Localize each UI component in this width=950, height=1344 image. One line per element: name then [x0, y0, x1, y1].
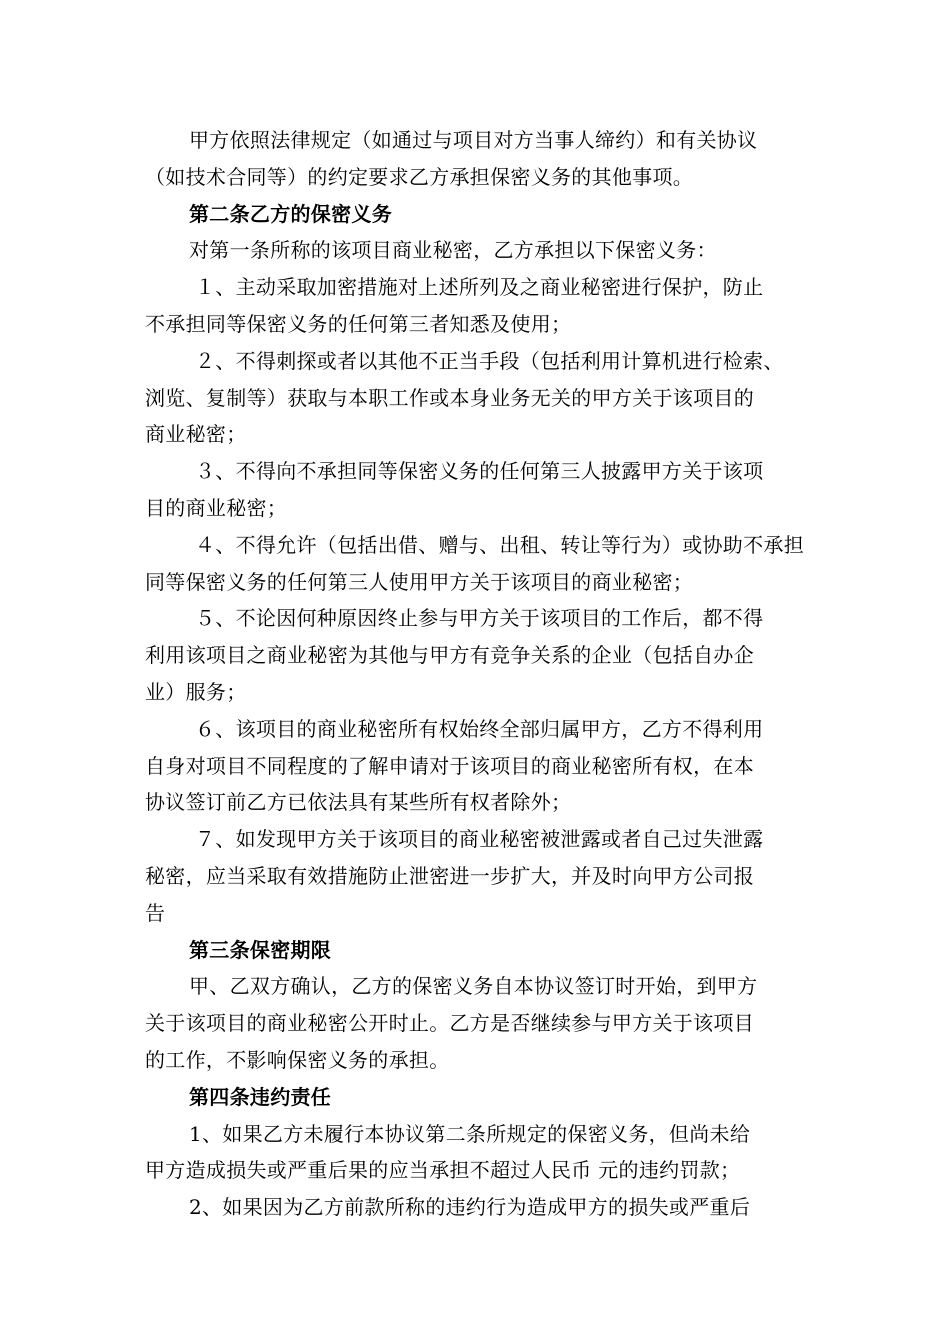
- text-line: ５、不论因何种原因终止参与甲方关于该项目的工作后，都不得: [195, 606, 764, 631]
- text-line: 对第一条所称的该项目商业秘密，乙方承担以下保密义务：: [189, 238, 717, 263]
- document-body: [145, 122, 810, 1226]
- heading-article-4: 第四条违约责任: [189, 1084, 332, 1109]
- text-line: 甲、乙双方确认，乙方的保密义务自本协议签订时开始，到甲方: [189, 974, 758, 999]
- text-line: １、主动采取加密措施对上述所列及之商业秘密进行保护，防止: [195, 275, 764, 300]
- text-line: 的工作，不影响保密义务的承担。: [145, 1047, 450, 1072]
- list-item-2: [145, 343, 810, 453]
- text-line: 关于该项目的商业秘密公开时止。乙方是否继续参与甲方关于该项目: [145, 1011, 754, 1036]
- text-line: 自身对项目不同程度的了解申请对于该项目的商业秘密所有权，在本: [145, 753, 754, 778]
- text-line: 甲方依照法律规定（如通过与项目对方当事人缔约）和有关协议: [189, 128, 758, 152]
- paragraph-article-2-lead: [145, 232, 810, 269]
- text-line: ２、不得刺探或者以其他不正当手段（包括利用计算机进行检索、: [195, 348, 784, 373]
- text-line: ６、该项目的商业秘密所有权始终全部归属甲方，乙方不得利用: [195, 716, 764, 741]
- text-line: ３、不得向不承担同等保密义务的任何第三人披露甲方关于该项: [195, 459, 764, 484]
- text-line: 业）服务；: [145, 679, 247, 704]
- list-item-6: [145, 711, 810, 821]
- list-item-4-2: [145, 1189, 810, 1226]
- list-item-3: [145, 453, 810, 527]
- text-line: 浏览、复制等）获取与本职工作或本身业务无关的甲方关于该项目的: [145, 385, 754, 410]
- text-line: ４、不得允许（包括出借、赠与、出租、转让等行为）或协助不承担: [195, 532, 804, 557]
- text-line: 甲方造成损失或严重后果的应当承担不超过人民币 元的违约罚款；: [145, 1158, 741, 1183]
- list-item-1: [145, 269, 810, 343]
- list-item-5: [145, 600, 810, 710]
- text-line: 告: [145, 900, 166, 925]
- text-line: 2、如果因为乙方前款所称的违约行为造成甲方的损失或严重后: [189, 1195, 751, 1220]
- heading-article-3: 第三条保密期限: [189, 937, 332, 962]
- list-item-7: [145, 821, 810, 931]
- text-line: 不承担同等保密义务的任何第三者知悉及使用；: [145, 311, 572, 336]
- text-line: 利用该项目之商业秘密为其他与甲方有竞争关系的企业（包括自办企: [145, 643, 754, 668]
- list-item-4: [145, 527, 810, 601]
- paragraph-article-3: [145, 968, 810, 1078]
- text-line: ７、如发现甲方关于该项目的商业秘密被泄露或者自己过失泄露: [195, 827, 764, 852]
- text-line: 1、如果乙方未履行本协议第二条所规定的保密义务，但尚未给: [189, 1121, 751, 1146]
- heading-article-2: 第二条乙方的保密义务: [189, 201, 392, 226]
- text-line: 秘密，应当采取有效措施防止泄密进一步扩大，并及时向甲方公司报: [145, 863, 754, 888]
- text-line: 协议签订前乙方已依法具有某些所有权者除外；: [145, 790, 572, 815]
- list-item-4-1: [145, 1116, 810, 1190]
- text-line: （如技术合同等）的约定要求乙方承担保密义务的其他事项。: [145, 164, 694, 189]
- text-line: 商业秘密；: [145, 422, 247, 447]
- text-line: 同等保密义务的任何第三人使用甲方关于该项目的商业秘密；: [145, 569, 694, 594]
- paragraph-intro: [145, 122, 810, 196]
- text-line: 目的商业秘密；: [145, 495, 288, 520]
